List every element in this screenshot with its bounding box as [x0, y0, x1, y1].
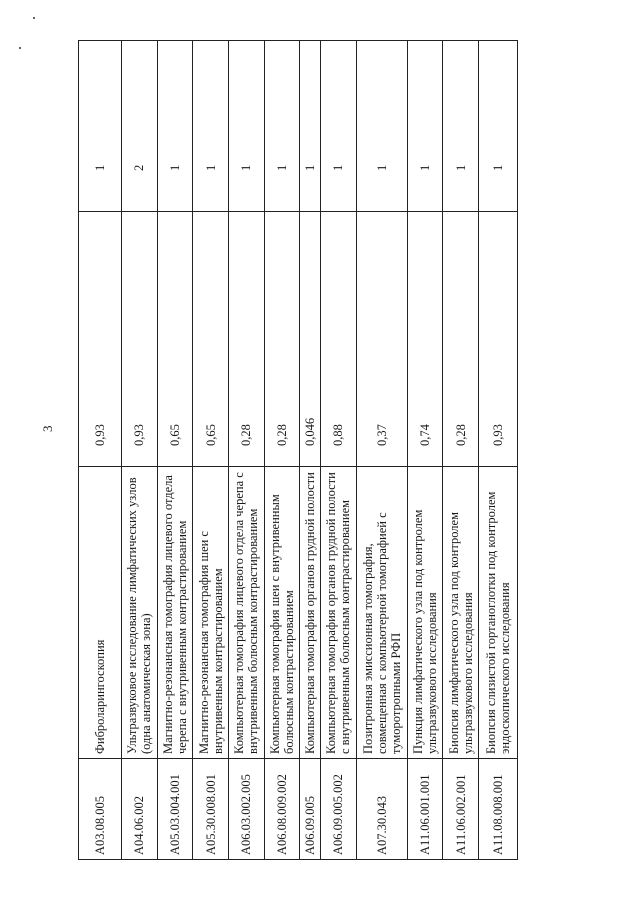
services-table: [78, 40, 518, 860]
service-code-cell: A05.03.004.001: [157, 759, 193, 860]
table-row: [479, 41, 518, 860]
service-code-cell: A03.08.005: [79, 759, 122, 860]
frequency-coefficient-cell: 0,65: [157, 212, 193, 467]
service-code-cell: A11.08.008.001: [479, 759, 518, 860]
multiplicity-cell: 1: [264, 41, 300, 212]
frequency-coefficient-cell: 0,65: [193, 212, 229, 467]
table-row: [264, 41, 300, 860]
multiplicity-cell: 1: [320, 41, 356, 212]
table-row: [229, 41, 265, 860]
service-name-cell: Компьютерная томография шеи с внутривенным болюсным контрастированием: [264, 467, 300, 759]
multiplicity-cell: 1: [157, 41, 193, 212]
multiplicity-cell: 1: [300, 41, 321, 212]
service-name-cell: Компьютерная томография органов грудной полости: [300, 467, 321, 759]
frequency-coefficient-cell: 0,93: [479, 212, 518, 467]
frequency-coefficient-cell: 0,046: [300, 212, 321, 467]
frequency-coefficient-cell: 0,74: [407, 212, 443, 467]
service-name-cell: Компьютерная томография лицевого отдела черепа с внутривенным болюсным контрастированием: [229, 467, 265, 759]
frequency-coefficient-cell: 0,28: [264, 212, 300, 467]
service-code-cell: A07.30.043: [356, 759, 407, 860]
service-code-cell: A06.09.005: [300, 759, 321, 860]
frequency-coefficient-cell: 0,88: [320, 212, 356, 467]
table-row: [356, 41, 407, 860]
multiplicity-cell: 1: [443, 41, 479, 212]
rotated-table-container: [78, 40, 518, 860]
multiplicity-cell: 1: [193, 41, 229, 212]
service-code-cell: A06.03.002.005: [229, 759, 265, 860]
service-name-cell: Пункция лимфатического узла под контролем ультразвукового исследования: [407, 467, 443, 759]
service-code-cell: A11.06.002.001: [443, 759, 479, 860]
table-row: [122, 41, 158, 860]
service-code-cell: A06.09.005.002: [320, 759, 356, 860]
service-name-cell: Компьютерная томография органов грудной полости с внутривенным болюсным контрастированием: [320, 467, 356, 759]
table-row: [300, 41, 321, 860]
table-row: [79, 41, 122, 860]
service-name-cell: Фиброларингоскопия: [79, 467, 122, 759]
table-row: [157, 41, 193, 860]
table-row: [320, 41, 356, 860]
service-code-cell: A06.08.009.002: [264, 759, 300, 860]
service-name-cell: Магнитно-резонансная томография шеи с внутривенным контрастированием: [193, 467, 229, 759]
service-name-cell: Позитронная эмиссионная томография, совмещенная с компьютерной томографией с туморотропными РФП: [356, 467, 407, 759]
table-row: [193, 41, 229, 860]
frequency-coefficient-cell: 0,37: [356, 212, 407, 467]
service-code-cell: A05.30.008.001: [193, 759, 229, 860]
table-row: [407, 41, 443, 860]
multiplicity-cell: 1: [407, 41, 443, 212]
service-code-cell: A11.06.001.001: [407, 759, 443, 860]
multiplicity-cell: 2: [122, 41, 158, 212]
service-code-cell: A04.06.002: [122, 759, 158, 860]
multiplicity-cell: 1: [356, 41, 407, 212]
table-row: [443, 41, 479, 860]
multiplicity-cell: 1: [229, 41, 265, 212]
service-name-cell: Магнитно-резонансная томография лицевого отдела черепа с внутривенным контрастированием: [157, 467, 193, 759]
frequency-coefficient-cell: 0,28: [443, 212, 479, 467]
service-name-cell: Биопсия лимфатического узла под контролем ультразвукового исследования: [443, 467, 479, 759]
multiplicity-cell: 1: [79, 41, 122, 212]
page-number: 3: [40, 425, 55, 432]
frequency-coefficient-cell: 0,93: [122, 212, 158, 467]
multiplicity-cell: 1: [479, 41, 518, 212]
service-name-cell: Биопсия слизистой гортаноглотки под контролем эндоскопического исследования: [479, 467, 518, 759]
frequency-coefficient-cell: 0,28: [229, 212, 265, 467]
service-name-cell: Ультразвуковое исследование лимфатических узлов (одна анатомическая зона): [122, 467, 158, 759]
frequency-coefficient-cell: 0,93: [79, 212, 122, 467]
